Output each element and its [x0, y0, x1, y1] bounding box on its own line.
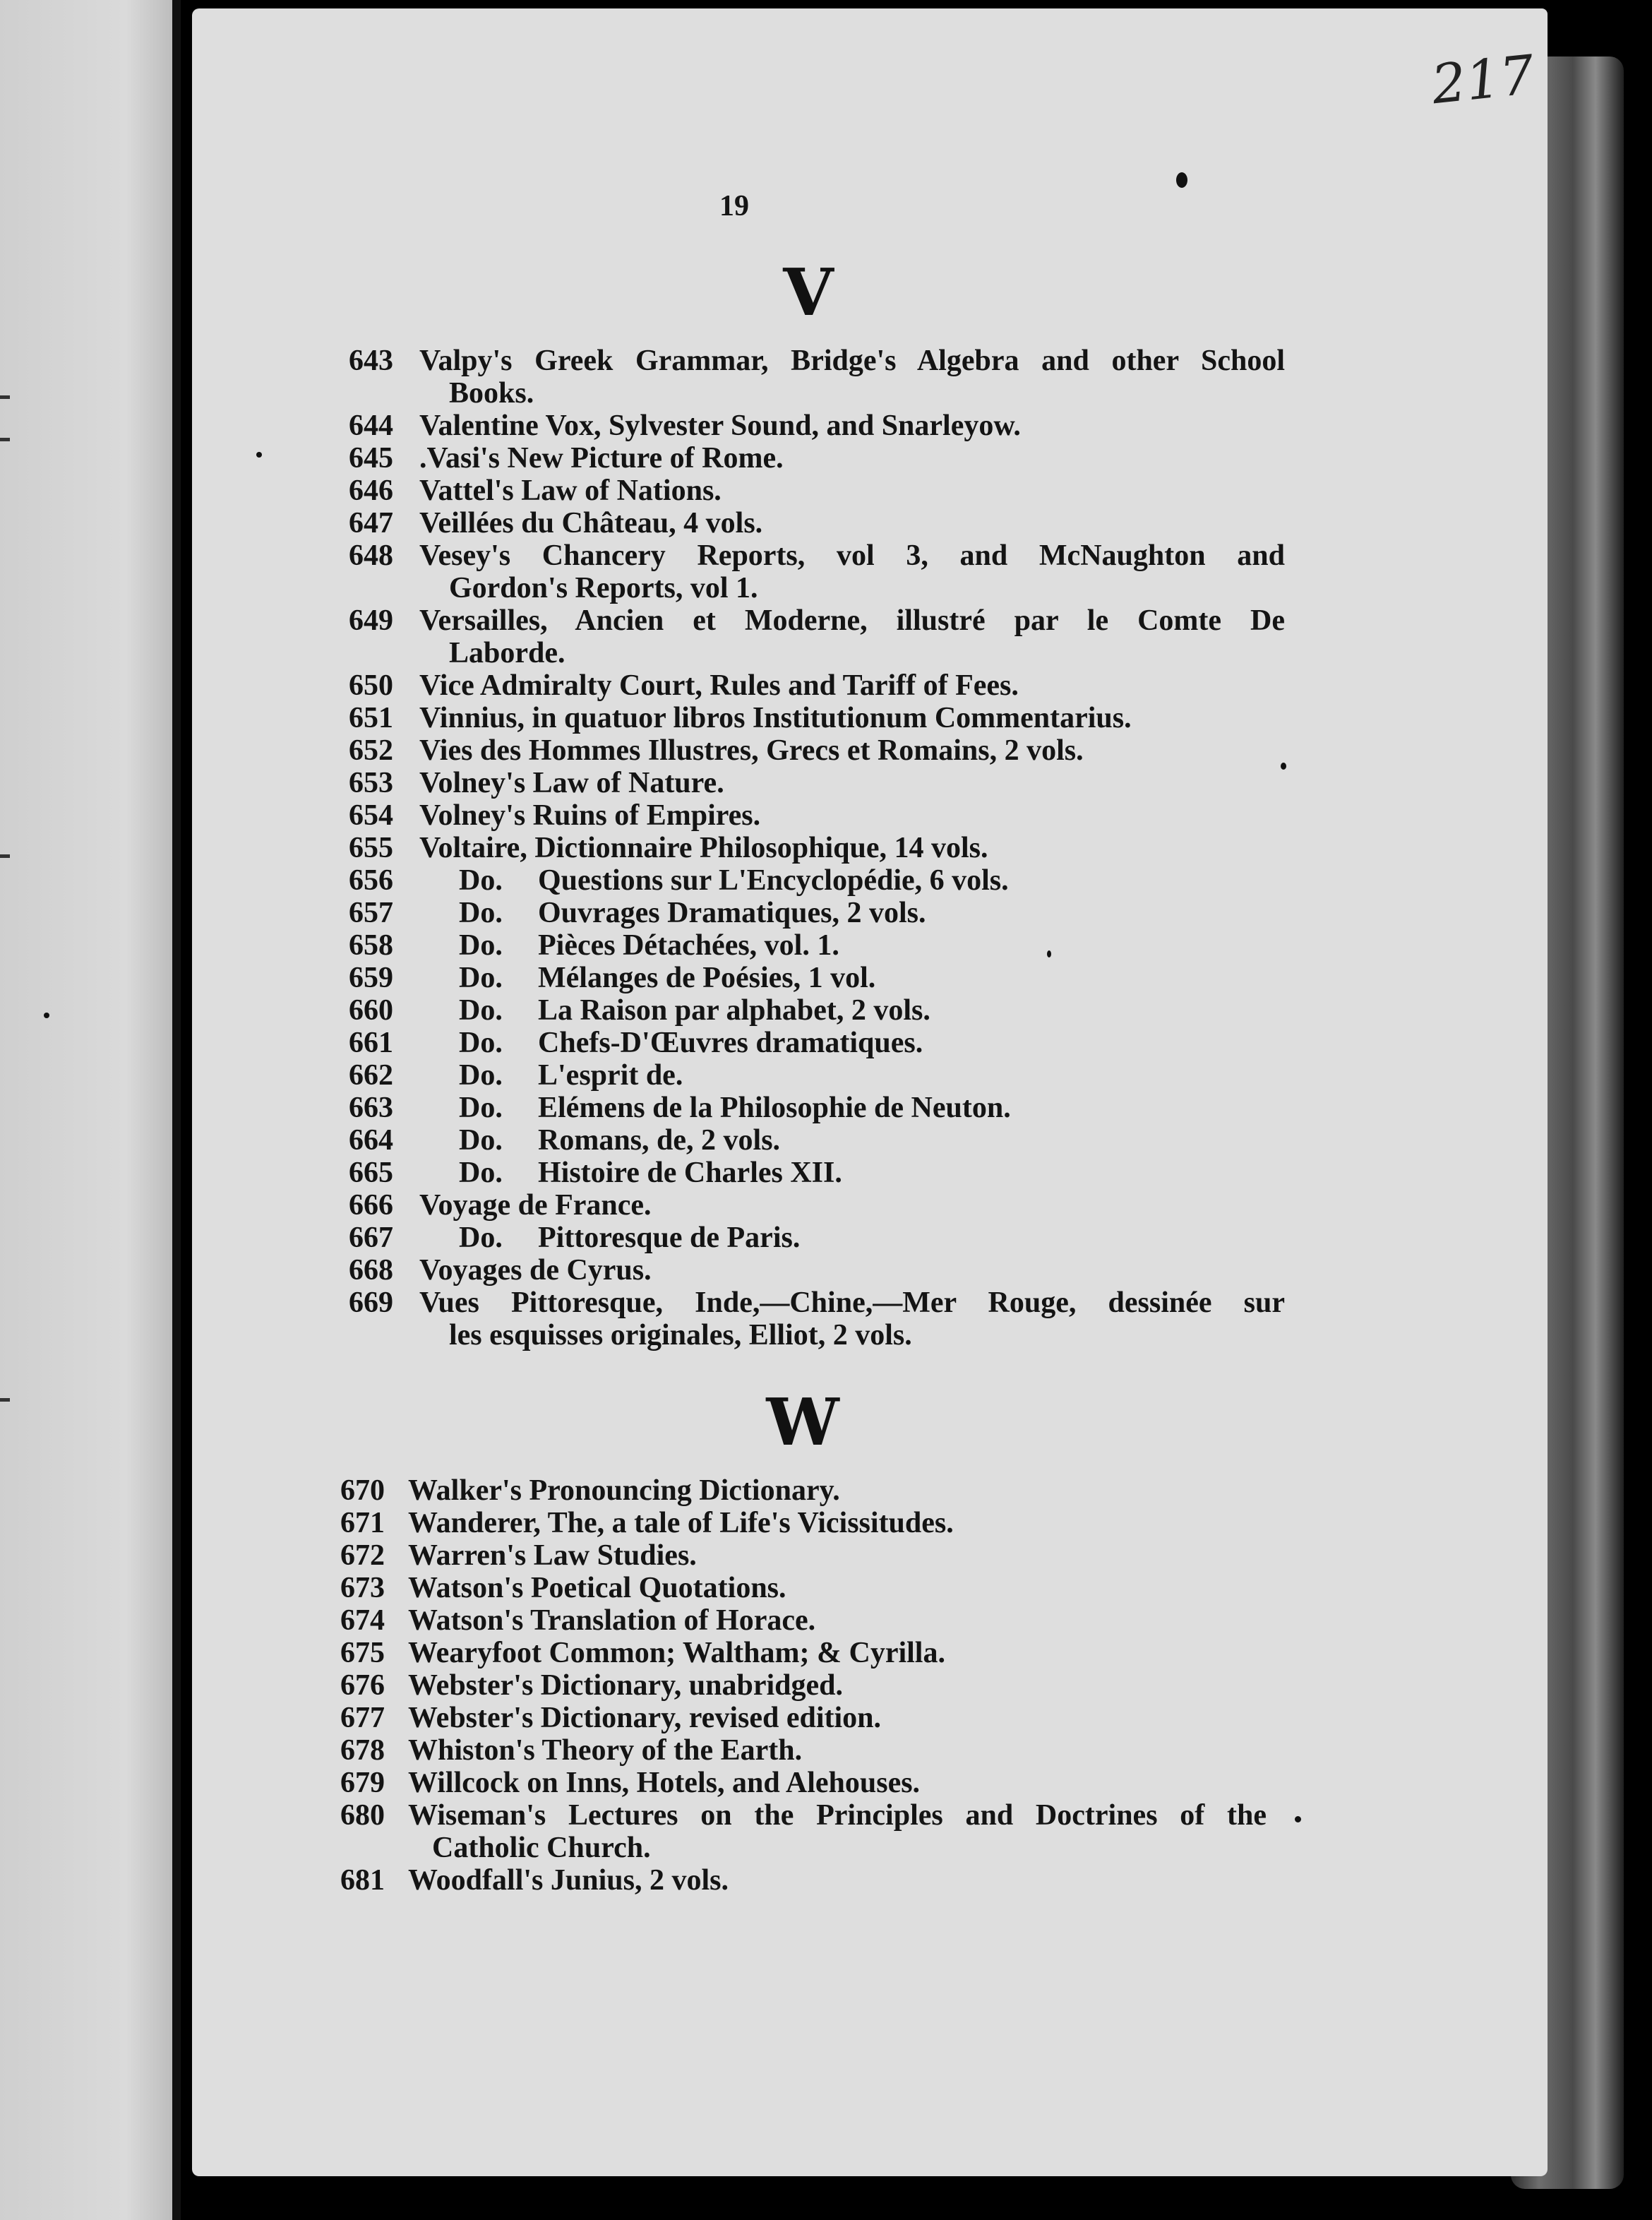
entry-number: 660 [349, 994, 393, 1027]
entry-number: 673 [340, 1572, 385, 1604]
entry-number: 645 [349, 442, 393, 475]
ditto-mark: Do. [459, 864, 503, 897]
ditto-mark: Do. [459, 1027, 503, 1059]
margin-tick [0, 854, 10, 858]
ditto-mark: Do. [459, 929, 503, 962]
entry-number: 672 [340, 1539, 385, 1572]
entry-number: 664 [349, 1124, 393, 1157]
entry-title: Romans, de, 2 vols. [538, 1124, 781, 1157]
entry-number: 663 [349, 1092, 393, 1124]
entry-number: 643 [349, 345, 393, 377]
entry-number: 677 [340, 1702, 385, 1734]
entry-number: 662 [349, 1059, 393, 1092]
ink-speck [44, 1013, 49, 1018]
ditto-mark: Do. [459, 1092, 503, 1124]
ink-speck [1176, 172, 1187, 188]
entry-number: 665 [349, 1157, 393, 1189]
entry-continuation: les esquisses originales, Elliot, 2 vols. [449, 1319, 912, 1351]
entry-continuation: Books. [449, 377, 534, 410]
entry-title: Vesey's Chancery Reports, vol 3, and McNaughton and [419, 539, 1285, 572]
entry-title: Woodfall's Junius, 2 vols. [408, 1864, 729, 1897]
margin-tick [0, 395, 10, 399]
entry-number: 644 [349, 410, 393, 442]
page-number: 19 [719, 190, 749, 222]
ditto-mark: Do. [459, 1059, 503, 1092]
entry-number: 681 [340, 1864, 385, 1897]
entry-title: Webster's Dictionary, revised edition. [408, 1702, 882, 1734]
entry-number: 646 [349, 475, 393, 507]
entry-title: Watson's Translation of Horace. [408, 1604, 816, 1637]
entry-number: 680 [340, 1799, 385, 1832]
entry-title: Voltaire, Dictionnaire Philosophique, 14 vols. [419, 832, 988, 864]
entry-title: Volney's Law of Nature. [419, 767, 724, 799]
entry-title: Veillées du Château, 4 vols. [419, 507, 763, 539]
ditto-mark: Do. [459, 1222, 503, 1254]
entry-title: La Raison par alphabet, 2 vols. [538, 994, 930, 1027]
entry-title: Vues Pittoresque, Inde,—Chine,—Mer Rouge, dessinée sur [419, 1287, 1285, 1319]
entry-continuation: Gordon's Reports, vol 1. [449, 572, 758, 604]
entry-number: 674 [340, 1604, 385, 1637]
entry-number: 676 [340, 1669, 385, 1702]
ditto-mark: Do. [459, 1157, 503, 1189]
entry-number: 659 [349, 962, 393, 994]
entry-title: Valentine Vox, Sylvester Sound, and Snarleyow. [419, 410, 1021, 442]
previous-page-edge [0, 0, 180, 2220]
ditto-mark: Do. [459, 897, 503, 929]
entry-title: Vattel's Law of Nations. [419, 475, 722, 507]
handwritten-folio-number: 217 [1428, 42, 1538, 117]
margin-tick [0, 1398, 10, 1402]
entry-number: 653 [349, 767, 393, 799]
entry-title: Vice Admiralty Court, Rules and Tariff of Fees. [419, 669, 1019, 702]
section-heading-v: V [783, 254, 835, 330]
entry-title: Chefs-D'Œuvres dramatiques. [538, 1027, 923, 1059]
entry-continuation: Laborde. [449, 637, 565, 669]
entry-number: 655 [349, 832, 393, 864]
entry-number: 658 [349, 929, 393, 962]
entry-number: 652 [349, 734, 393, 767]
entry-title: Vinnius, in quatuor libros Institutionum Commentarius. [419, 702, 1132, 734]
ink-speck [1281, 763, 1286, 770]
entry-title: Questions sur L'Encyclopédie, 6 vols. [538, 864, 1009, 897]
ink-speck [1295, 1816, 1301, 1822]
entry-title: Voyages de Cyrus. [419, 1254, 652, 1287]
entry-title: Whiston's Theory of the Earth. [408, 1734, 803, 1767]
entry-number: 648 [349, 539, 393, 572]
entry-title: Wiseman's Lectures on the Principles and Doctrines of the [408, 1799, 1267, 1832]
entry-title: Wearyfoot Common; Waltham; & Cyrilla. [408, 1637, 945, 1669]
entry-number: 650 [349, 669, 393, 702]
ditto-mark: Do. [459, 1124, 503, 1157]
entry-number: 666 [349, 1189, 393, 1222]
entry-continuation: Catholic Church. [432, 1832, 651, 1864]
entry-title: Volney's Ruins of Empires. [419, 799, 761, 832]
section-heading-w: W [766, 1384, 841, 1460]
entry-number: 671 [340, 1507, 385, 1539]
entry-number: 654 [349, 799, 393, 832]
ditto-mark: Do. [459, 994, 503, 1027]
entry-number: 669 [349, 1287, 393, 1319]
entry-title: Walker's Pronouncing Dictionary. [408, 1474, 840, 1507]
entry-number: 679 [340, 1767, 385, 1799]
ditto-mark: Do. [459, 962, 503, 994]
entry-number: 670 [340, 1474, 385, 1507]
entry-title: Watson's Poetical Quotations. [408, 1572, 786, 1604]
entry-number: 656 [349, 864, 393, 897]
ink-speck [1047, 950, 1051, 957]
entry-title: Mélanges de Poésies, 1 vol. [538, 962, 876, 994]
entry-title: Histoire de Charles XII. [538, 1157, 842, 1189]
entry-title: Vies des Hommes Illustres, Grecs et Romains, 2 vols. [419, 734, 1084, 767]
entry-number: 651 [349, 702, 393, 734]
entry-title: Warren's Law Studies. [408, 1539, 697, 1572]
entry-title: Wanderer, The, a tale of Life's Vicissitudes. [408, 1507, 954, 1539]
entry-number: 647 [349, 507, 393, 539]
entry-title: Voyage de France. [419, 1189, 652, 1222]
entry-title: Ouvrages Dramatiques, 2 vols. [538, 897, 926, 929]
ink-speck [256, 452, 262, 458]
entry-title: L'esprit de. [538, 1059, 683, 1092]
entry-title: Pittoresque de Paris. [538, 1222, 801, 1254]
entry-number: 661 [349, 1027, 393, 1059]
entry-title: Valpy's Greek Grammar, Bridge's Algebra and other School [419, 345, 1285, 377]
margin-tick [0, 438, 10, 441]
entry-title: Versailles, Ancien et Moderne, illustré par le Comte De [419, 604, 1285, 637]
entry-number: 649 [349, 604, 393, 637]
entry-title: .Vasi's New Picture of Rome. [419, 442, 784, 475]
entry-title: Webster's Dictionary, unabridged. [408, 1669, 844, 1702]
previous-page-rule [172, 0, 181, 2220]
entry-number: 675 [340, 1637, 385, 1669]
entry-title: Willcock on Inns, Hotels, and Alehouses. [408, 1767, 921, 1799]
entry-title: Elémens de la Philosophie de Neuton. [538, 1092, 1011, 1124]
entry-number: 678 [340, 1734, 385, 1767]
entry-number: 657 [349, 897, 393, 929]
entry-number: 667 [349, 1222, 393, 1254]
entry-title: Pièces Détachées, vol. 1. [538, 929, 839, 962]
entry-number: 668 [349, 1254, 393, 1287]
